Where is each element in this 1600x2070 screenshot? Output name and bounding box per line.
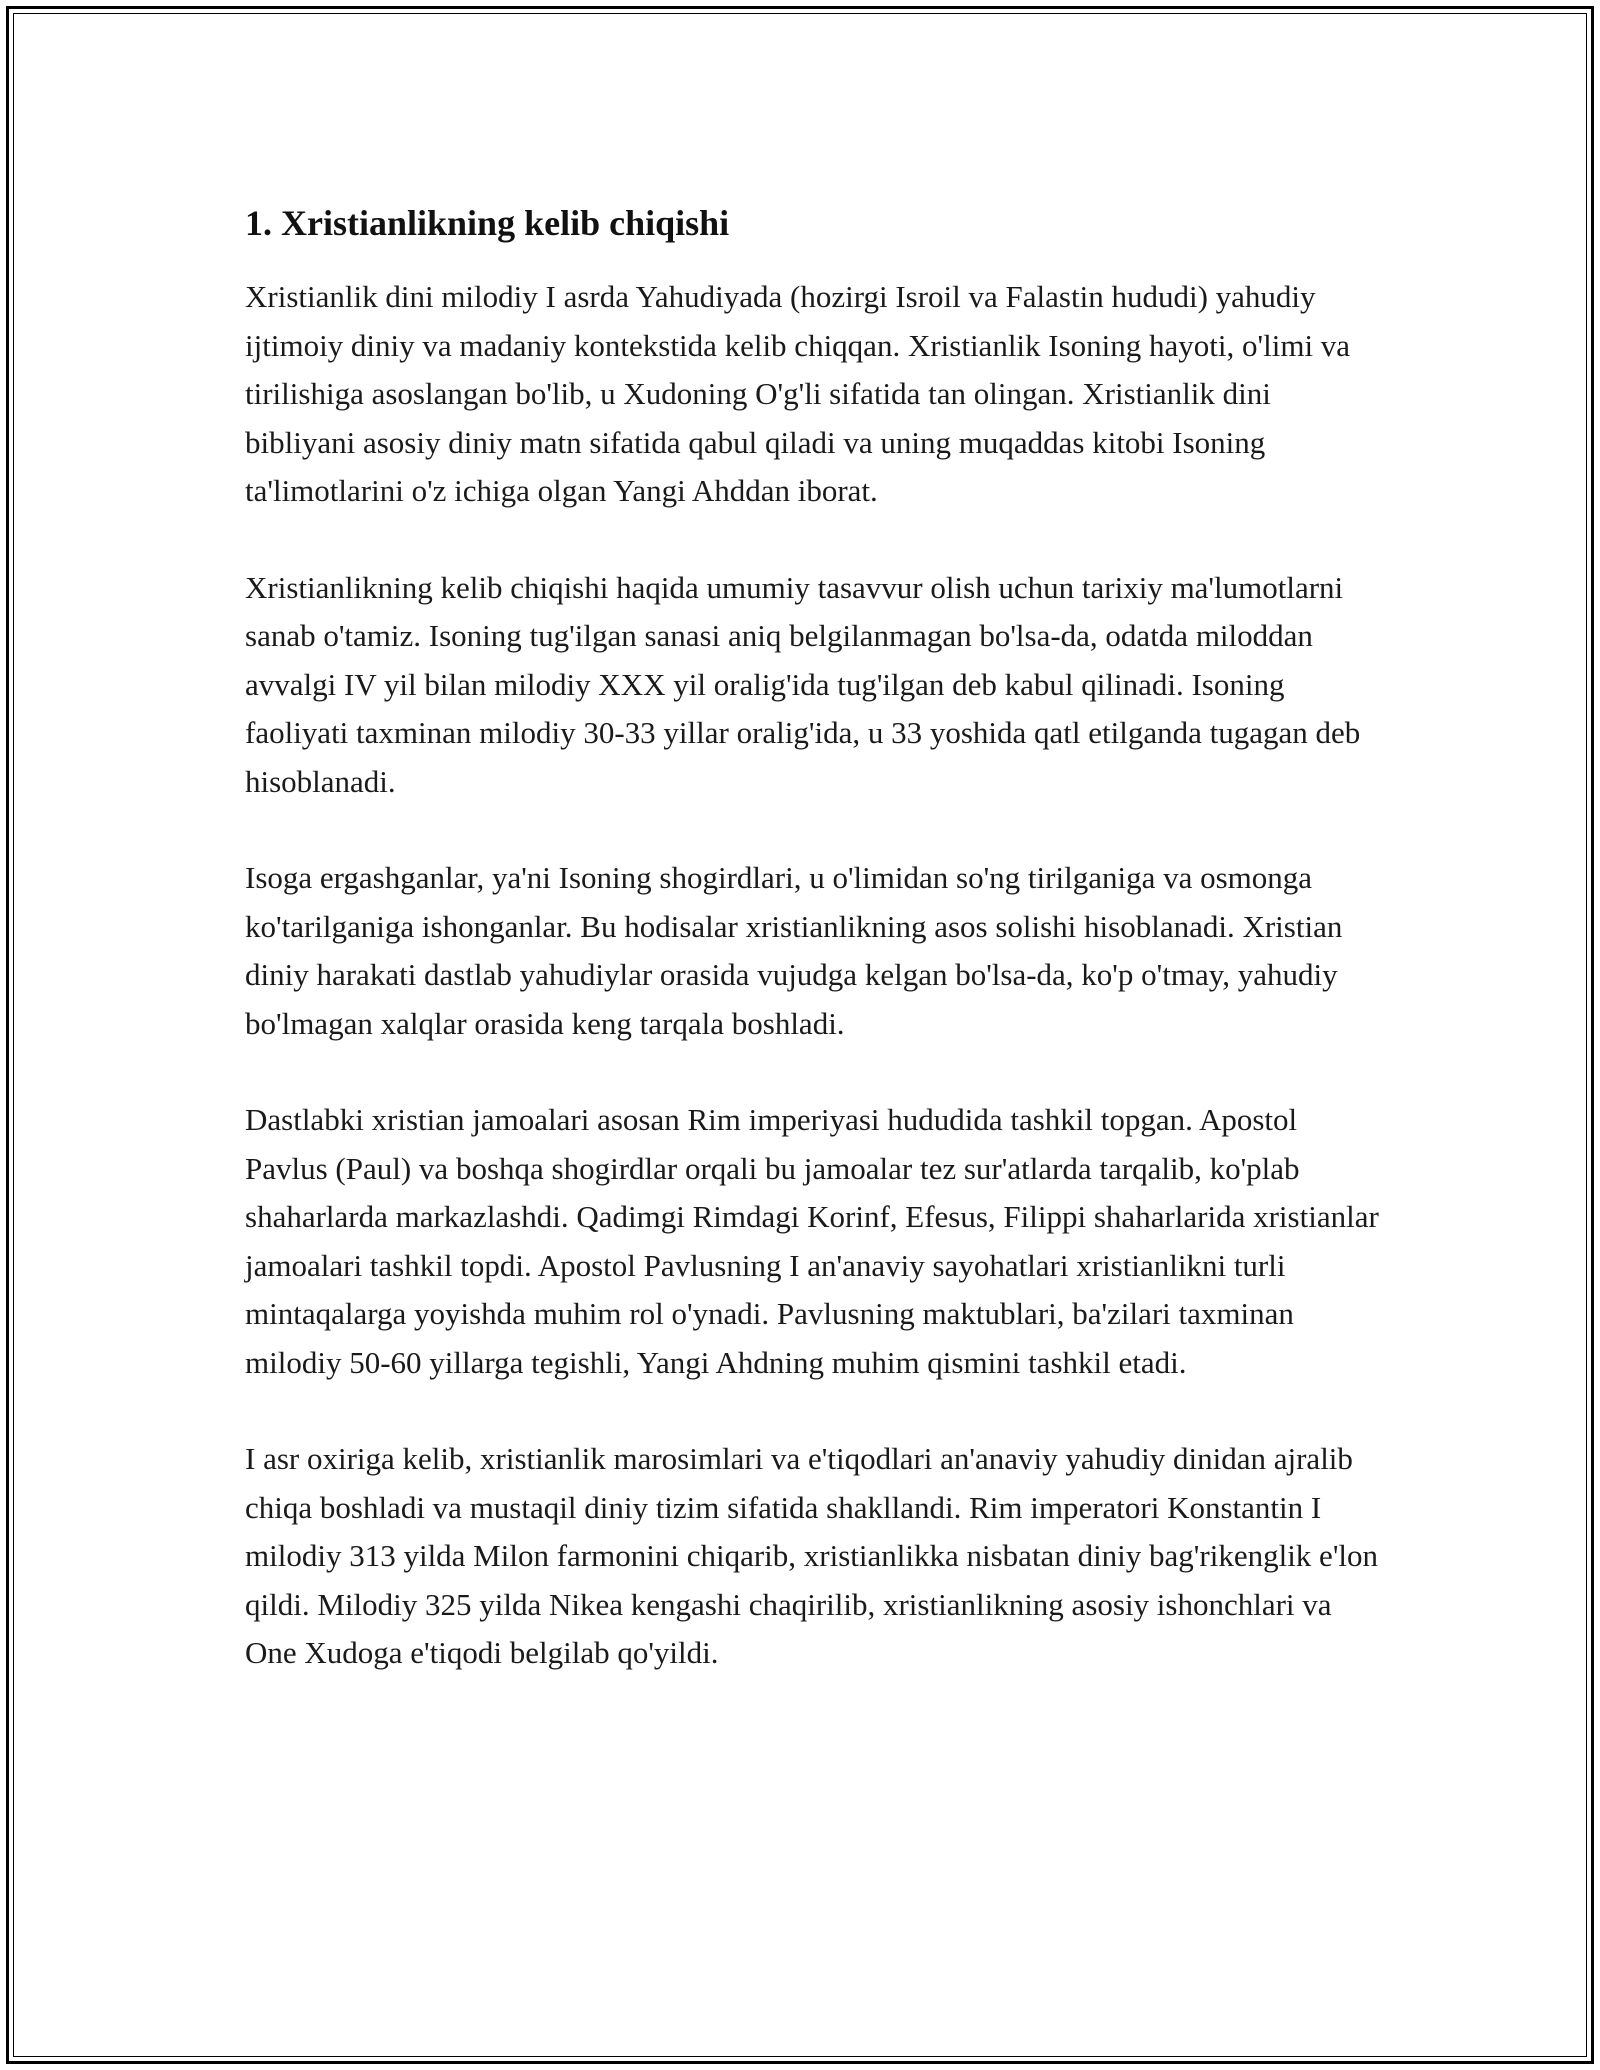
document-body (245, 197, 1385, 1678)
paragraph-5: I asr oxiriga kelib, xristianlik marosimlari va e'tiqodlari an'anaviy yahudiy dinidan ajralib chiqa boshladi va mustaqil diniy tizim sifatida shakllandi. Rim imperatori Konstantin I milodiy 313 yilda Milon farmonini chiqarib, xristianlikka nisbatan diniy bag'rikenglik e'lon qildi. Milodiy 325 yilda Nikea kengashi chaqirilib, xristianlikning asosiy ishonchlari va One Xudoga e'tiqodi belgilab qo'yildi. (245, 1441, 1379, 1670)
section-heading: 1. Xristianlikning kelib chiqishi (245, 203, 730, 243)
paragraph-3: Isoga ergashganlar, ya'ni Isoning shogirdlari, u o'limidan so'ng tirilganiga va osmonga ko'tarilganiga ishonganlar. Bu hodisalar xristianlikning asos solishi hisoblanadi. Xristian diniy harakati dastlab yahudiylar orasida vujudga kelgan bo'lsa-da, ko'p o'tmay, yahudiy bo'lmagan xalqlar orasida keng tarqala boshladi. (245, 860, 1343, 1041)
paragraph-1: Xristianlik dini milodiy I asrda Yahudiyada (hozirgi Isroil va Falastin hududi) yahudiy ijtimoiy diniy va madaniy kontekstida kelib chiqqan. Xristianlik Isoning hayoti, o'limi va tirilishiga asoslangan bo'lib, u Xudoning O'g'li sifatida tan olingan. Xristianlik dini bibliyani asosiy diniy matn sifatida qabul qiladi va uning muqaddas kitobi Isoning ta'limotlarini o'z ichiga olgan Yangi Ahddan iborat. (245, 279, 1351, 508)
page-frame (6, 6, 1594, 2064)
paragraph-2: Xristianlikning kelib chiqishi haqida umumiy tasavvur olish uchun tarixiy ma'lumotlarni sanab o'tamiz. Isoning tug'ilgan sanasi aniq belgilanmagan bo'lsa-da, odatda miloddan avvalgi IV yil bilan milodiy XXX yil oralig'ida tug'ilgan deb kabul qilinadi. Isoning faoliyati taxminan milodiy 30-33 yillar oralig'ida, u 33 yoshida qatl etilganda tugagan deb hisoblanadi. (245, 569, 1361, 799)
paragraph-4: Dastlabki xristian jamoalari asosan Rim imperiyasi hududida tashkil topgan. Apostol Pavlus (Paul) va boshqa shogirdlar orqali bu jamoalar tez sur'atlarda tarqalib, ko'plab shaharlarda markazlashdi. Qadimgi Rimdagi Korinf, Efesus, Filippi shaharlarida xristianlar jamoalari tashkil topdi. Apostol Pavlusning I an'anaviy sayohatlari xristianlikni turli mintaqalarga yoyishda muhim rol o'ynadi. Pavlusning maktublari, ba'zilari taxminan milodiy 50-60 yillarga tegishli, Yangi Ahdning muhim qismini tashkil etadi. (245, 1102, 1379, 1380)
